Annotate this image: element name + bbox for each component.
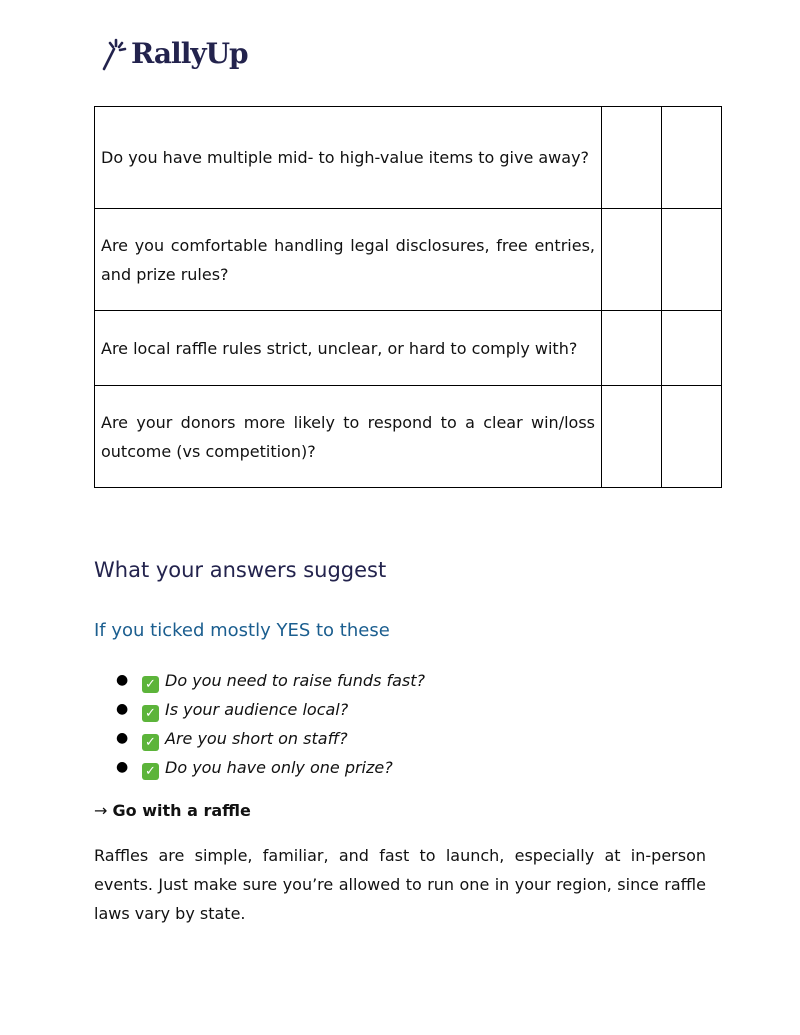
right-arrow-icon: →	[94, 801, 108, 820]
bullet-icon: ●	[116, 730, 129, 746]
check-mark-button-icon: ✓	[142, 763, 159, 780]
question-cell: Are you comfortable handling legal disclosures, free entries, and prize rules?	[95, 209, 602, 311]
checklist-table	[94, 106, 722, 488]
list-item-text: Do you need to raise funds fast?	[165, 671, 426, 690]
table-row	[95, 107, 722, 209]
bullet-icon: ●	[116, 701, 129, 717]
bullet-icon: ●	[116, 759, 129, 775]
question-cell: Are local raffle rules strict, unclear, or hard to comply with?	[95, 311, 602, 386]
list-item-text: Do you have only one prize?	[165, 758, 393, 777]
no-checkbox-cell[interactable]	[662, 311, 722, 386]
yes-checkbox-cell[interactable]	[602, 386, 662, 488]
yes-checkbox-cell[interactable]	[602, 107, 662, 209]
yes-checkbox-cell[interactable]	[602, 209, 662, 311]
no-checkbox-cell[interactable]	[662, 386, 722, 488]
no-checkbox-cell[interactable]	[662, 107, 722, 209]
body-paragraph: Raffles are simple, familiar, and fast to launch, especially at in-person events. Just make sure you’re allowed to run one in your region, since raffle laws vary by state.	[94, 846, 706, 923]
section-heading: What your answers suggest	[94, 558, 387, 582]
rallyup-logo	[101, 36, 248, 72]
list-item	[94, 666, 706, 695]
list-item-text: Is your audience local?	[165, 700, 349, 719]
bullet-icon: ●	[116, 672, 129, 688]
list-item	[94, 724, 706, 753]
yes-question-list	[94, 666, 706, 782]
table-row	[95, 209, 722, 311]
list-item	[94, 753, 706, 782]
question-cell: Are your donors more likely to respond to a clear win/loss outcome (vs competition)?	[95, 386, 602, 488]
list-item	[94, 695, 706, 724]
check-mark-button-icon: ✓	[142, 676, 159, 693]
verdict-line	[94, 797, 251, 825]
check-mark-button-icon: ✓	[142, 705, 159, 722]
sparkle-burst-icon	[101, 37, 127, 71]
question-cell: Do you have multiple mid- to high-value items to give away?	[95, 107, 602, 209]
table-row	[95, 311, 722, 386]
check-mark-button-icon: ✓	[142, 734, 159, 751]
verdict-text: Go with a raffle	[112, 801, 251, 820]
list-item-text: Are you short on staff?	[165, 729, 348, 748]
no-checkbox-cell[interactable]	[662, 209, 722, 311]
subsection-heading: If you ticked mostly YES to these	[94, 620, 390, 641]
yes-checkbox-cell[interactable]	[602, 311, 662, 386]
logo-text: RallyUp	[131, 37, 248, 70]
table-row	[95, 386, 722, 488]
